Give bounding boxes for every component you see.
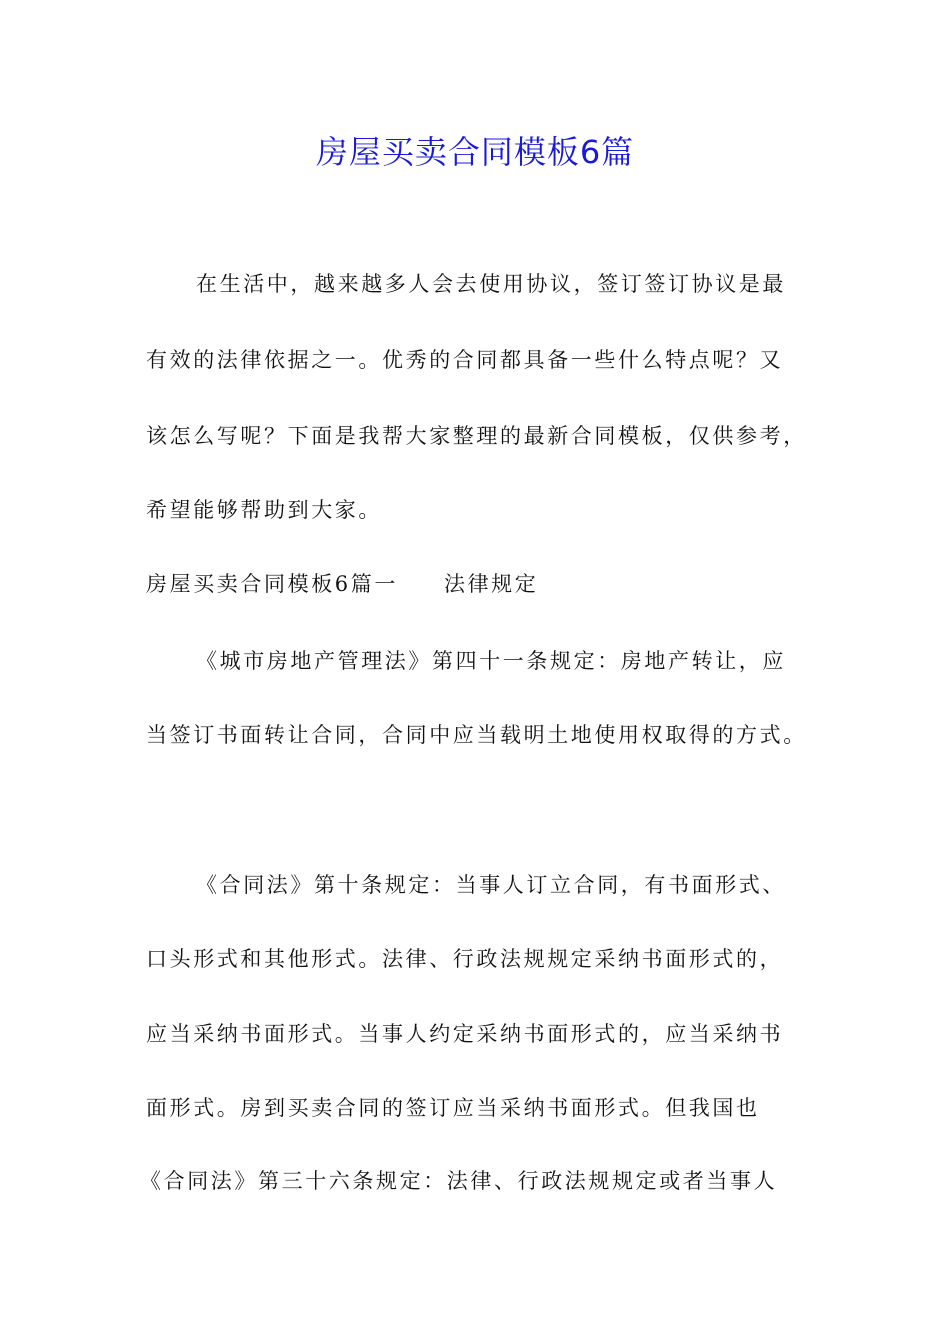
paragraph2-line-5: 《合同法》第三十六条规定：法律、行政法规规定或者当事人 (140, 1169, 778, 1193)
section-heading-part: 房屋买卖合同模板6篇一 (146, 572, 398, 596)
intro-line-3: 该怎么写呢？下面是我帮大家整理的最新合同模板，仅供参考， (146, 424, 807, 448)
paragraph1-line-2: 当签订书面转让合同，合同中应当载明土地使用权取得的方式。 (146, 723, 807, 747)
intro-line-2: 有效的法律依据之一。优秀的合同都具备一些什么特点呢？又 (146, 348, 784, 372)
paragraph2-line-2: 口头形式和其他形式。法律、行政法规规定采纳书面形式的， (146, 947, 784, 971)
intro-line-4: 希望能够帮助到大家。 (146, 498, 382, 522)
document-title: 房屋买卖合同模板6篇 (315, 133, 635, 171)
paragraph2-line-3: 应当采纳书面形式。当事人约定采纳书面形式的，应当采纳书 (146, 1022, 784, 1046)
paragraph2-line-4: 面形式。房到买卖合同的签订应当采纳书面形式。但我国也 (146, 1096, 760, 1120)
intro-line-1: 在生活中，越来越多人会去使用协议，签订签订协议是最 (196, 272, 786, 296)
paragraph1-line-1: 《城市房地产管理法》第四十一条规定：房地产转让，应 (196, 649, 786, 673)
section-heading (146, 569, 826, 599)
section-heading-topic: 法律规定 (443, 572, 539, 596)
paragraph2-line-1: 《合同法》第十条规定：当事人订立合同，有书面形式、 (196, 873, 786, 897)
